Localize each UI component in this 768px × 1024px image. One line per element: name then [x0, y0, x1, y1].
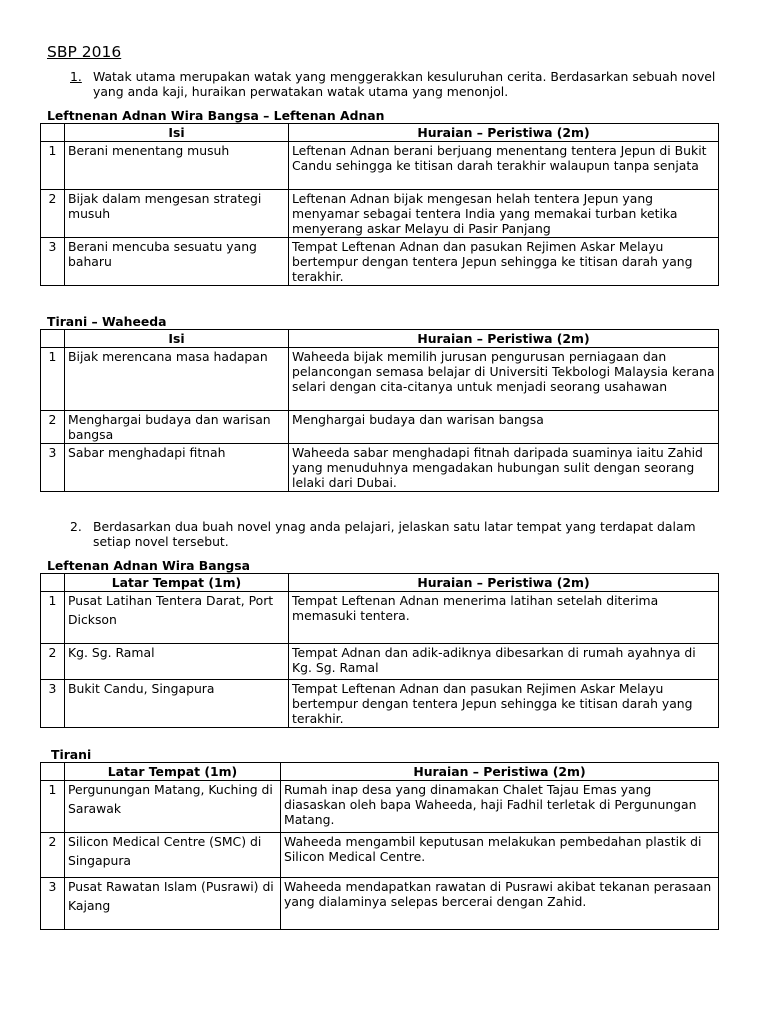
- row-number: 3: [41, 444, 65, 492]
- latar-cell: [65, 781, 281, 833]
- table-row: [41, 644, 719, 680]
- row-number: 3: [41, 680, 65, 728]
- latar-line-1: Pusat Latihan Tentera Darat, Port: [68, 593, 274, 608]
- section-4-heading: Tirani: [51, 747, 92, 762]
- huraian-cell: Leftenan Adnan bijak mengesan helah tentera Jepun yang menyamar sebagai tentera India yang memakai turban ketika menyerang askar Melayu di Pasir Panjang: [289, 190, 719, 238]
- huraian-cell: Tempat Leftenan Adnan menerima latihan setelah diterima memasuki tentera.: [289, 592, 719, 644]
- latar-line-2: Singapura: [68, 853, 132, 868]
- table-row: [41, 781, 719, 833]
- table-section-1: [40, 123, 719, 286]
- latar-line-1: Pergunungan Matang, Kuching di: [68, 782, 273, 797]
- column-header-isi: Isi: [65, 330, 289, 348]
- table-row: [41, 190, 719, 238]
- latar-line-1: Pusat Rawatan Islam (Pusrawi) di: [68, 879, 274, 894]
- table-row: [41, 142, 719, 190]
- question-1-number: 1.: [70, 69, 82, 84]
- huraian-cell: Waheeda sabar menghadapi fitnah daripada suaminya iaitu Zahid yang menuduhnya mengadakan hubungan sulit dengan seorang lelaki dari Dubai.: [289, 444, 719, 492]
- table-section-3: [40, 573, 719, 728]
- table-row: [41, 411, 719, 444]
- huraian-cell: Waheeda bijak memilih jurusan pengurusan perniagaan dan pelancongan semasa belajar di Universiti Tekbologi Malaysia kerana selari dengan cita-citanya untuk menjadi seorang usahawan: [289, 348, 719, 411]
- huraian-cell: Tempat Adnan dan adik-adiknya dibesarkan di rumah ayahnya di Kg. Sg. Ramal: [289, 644, 719, 680]
- huraian-cell: Rumah inap desa yang dinamakan Chalet Tajau Emas yang diasaskan oleh bapa Waheeda, haji Fadhil terletak di Pergunungan Matang.: [281, 781, 719, 833]
- row-number: 1: [41, 592, 65, 644]
- latar-cell: Bukit Candu, Singapura: [65, 680, 289, 728]
- row-number: 1: [41, 781, 65, 833]
- question-2-text: Berdasarkan dua buah novel ynag anda pelajari, jelaskan satu latar tempat yang terdapat dalam setiap novel tersebut.: [93, 519, 696, 549]
- latar-line-2: Sarawak: [68, 801, 122, 816]
- table-row: [41, 878, 719, 930]
- isi-cell: Bijak dalam mengesan strategi musuh: [65, 190, 289, 238]
- column-header-isi: Isi: [65, 124, 289, 142]
- isi-cell: Sabar menghadapi fitnah: [65, 444, 289, 492]
- question-1: [70, 69, 735, 99]
- document-title: SBP 2016: [47, 43, 122, 61]
- row-number: 2: [41, 644, 65, 680]
- row-number: 1: [41, 348, 65, 411]
- row-number: 2: [41, 190, 65, 238]
- section-3-heading: Leftenan Adnan Wira Bangsa: [47, 558, 251, 573]
- column-header-huraian: Huraian – Peristiwa (2m): [289, 330, 719, 348]
- section-2-heading: Tirani – Waheeda: [47, 314, 167, 329]
- row-number: 2: [41, 411, 65, 444]
- row-number: 3: [41, 238, 65, 286]
- isi-cell: Bijak merencana masa hadapan: [65, 348, 289, 411]
- table-row: [41, 592, 719, 644]
- column-header-huraian: Huraian – Peristiwa (2m): [289, 574, 719, 592]
- table-row: [41, 348, 719, 411]
- question-2: [70, 519, 735, 549]
- isi-cell: Berani mencuba sesuatu yang baharu: [65, 238, 289, 286]
- huraian-cell: Tempat Leftenan Adnan dan pasukan Rejimen Askar Melayu bertempur dengan tentera Jepun sehingga ke titisan darah yang terakhir.: [289, 238, 719, 286]
- latar-line-2: Kajang: [68, 898, 111, 913]
- row-number: 1: [41, 142, 65, 190]
- latar-cell: [65, 878, 281, 930]
- huraian-cell: Leftenan Adnan berani berjuang menentang tentera Jepun di Bukit Candu sehingga ke titisan darah terakhir walaupun tanpa senjata: [289, 142, 719, 190]
- huraian-cell: Waheeda mendapatkan rawatan di Pusrawi akibat tekanan perasaan yang dialaminya selepas bercerai dengan Zahid.: [281, 878, 719, 930]
- table-header-row: [41, 763, 719, 781]
- huraian-cell: Menghargai budaya dan warisan bangsa: [289, 411, 719, 444]
- table-row: [41, 833, 719, 878]
- isi-cell: Menghargai budaya dan warisan bangsa: [65, 411, 289, 444]
- table-header-row: [41, 124, 719, 142]
- column-header-huraian: Huraian – Peristiwa (2m): [281, 763, 719, 781]
- table-header-row: [41, 330, 719, 348]
- latar-cell: [65, 592, 289, 644]
- huraian-cell: Tempat Leftenan Adnan dan pasukan Rejimen Askar Melayu bertempur dengan tentera Jepun sehingga ke titisan darah yang terakhir.: [289, 680, 719, 728]
- table-row: [41, 680, 719, 728]
- latar-line-1: Silicon Medical Centre (SMC) di: [68, 834, 262, 849]
- table-section-2: [40, 329, 719, 492]
- question-1-text: Watak utama merupakan watak yang menggerakkan kesuluruhan cerita. Berdasarkan sebuah novel yang anda kaji, huraikan perwatakan watak utama yang menonjol.: [93, 69, 716, 99]
- table-row: [41, 238, 719, 286]
- table-section-4: [40, 762, 719, 930]
- latar-cell: Kg. Sg. Ramal: [65, 644, 289, 680]
- row-number: 3: [41, 878, 65, 930]
- table-header-row: [41, 574, 719, 592]
- column-header-latar: Latar Tempat (1m): [65, 763, 281, 781]
- question-2-number: 2.: [70, 519, 82, 534]
- huraian-cell: Waheeda mengambil keputusan melakukan pembedahan plastik di Silicon Medical Centre.: [281, 833, 719, 878]
- latar-line-2: Dickson: [68, 612, 117, 627]
- column-header-huraian: Huraian – Peristiwa (2m): [289, 124, 719, 142]
- table-row: [41, 444, 719, 492]
- isi-cell: Berani menentang musuh: [65, 142, 289, 190]
- row-number: 2: [41, 833, 65, 878]
- latar-cell: [65, 833, 281, 878]
- column-header-latar: Latar Tempat (1m): [65, 574, 289, 592]
- section-1-heading: Leftnenan Adnan Wira Bangsa – Leftenan Adnan: [47, 108, 385, 123]
